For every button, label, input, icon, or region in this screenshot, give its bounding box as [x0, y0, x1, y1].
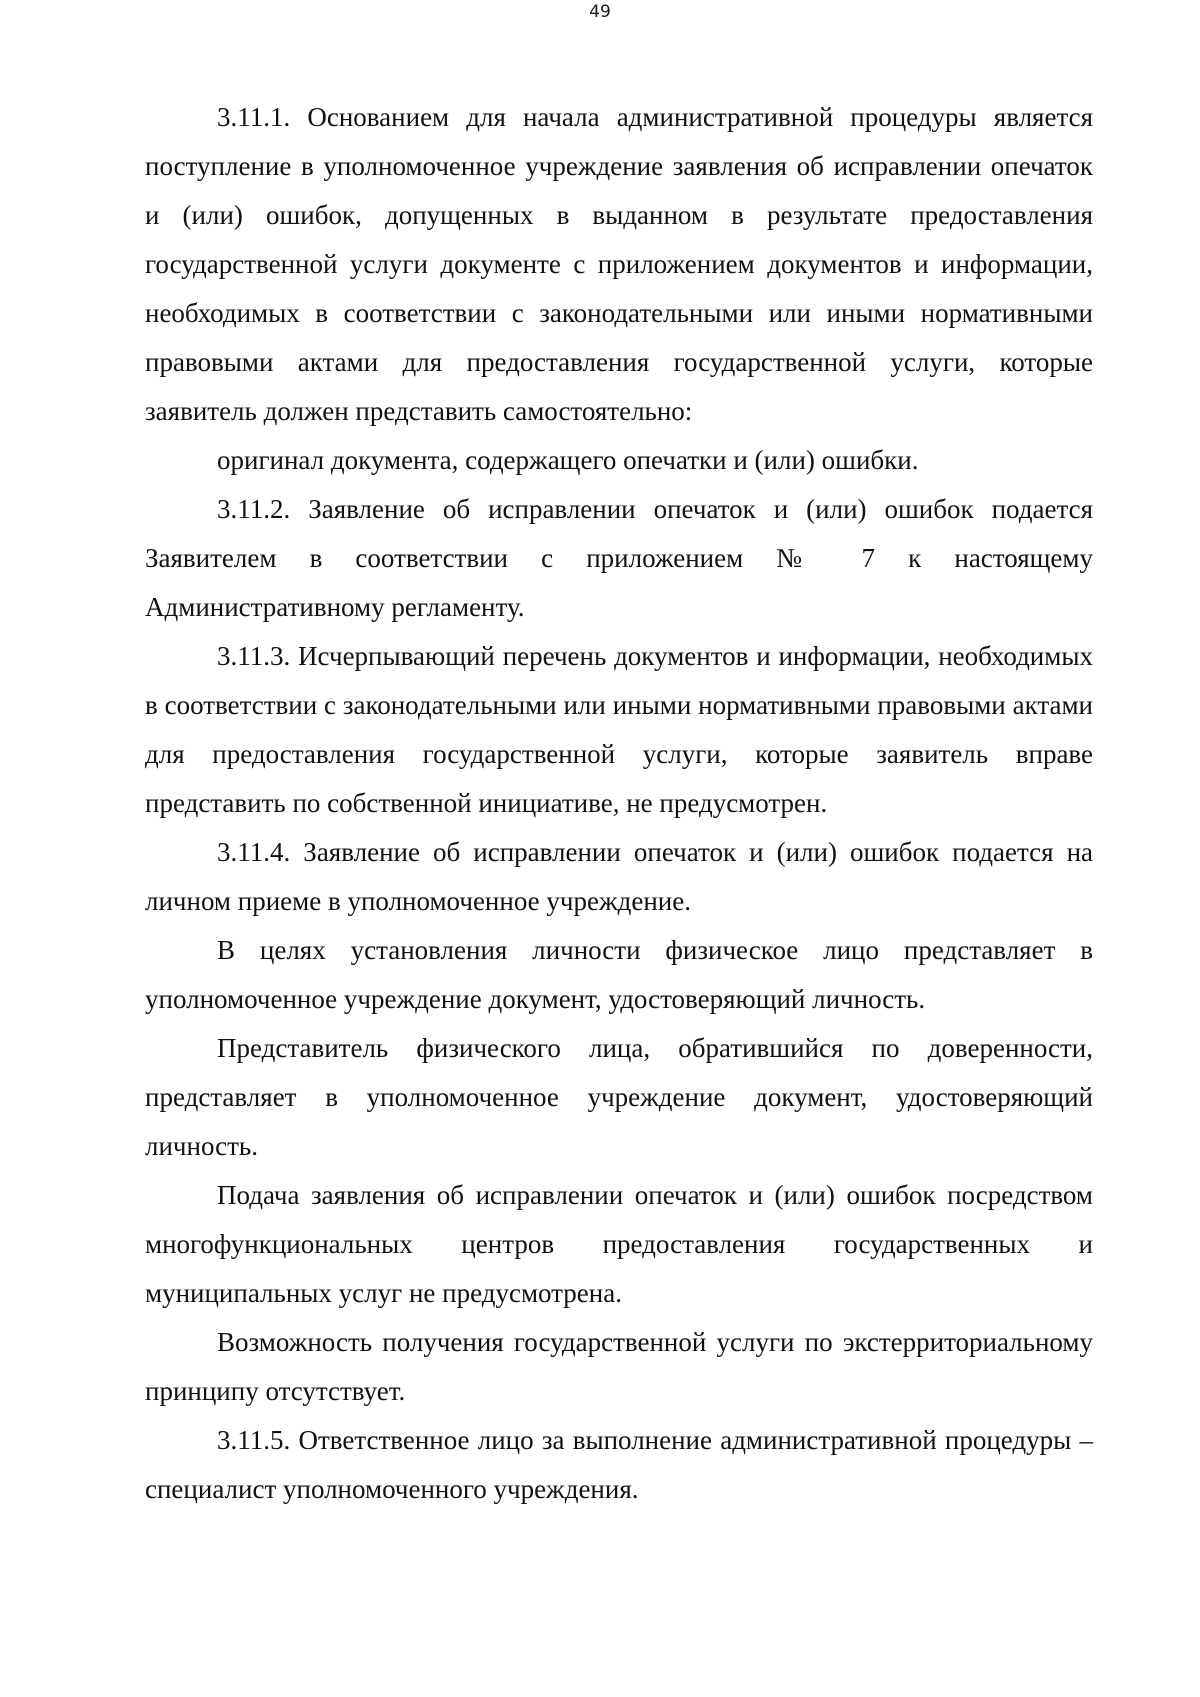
paragraph-3-11-3: 3.11.3. Исчерпывающий перечень документов и информации, необходимых в соответствии с законодательными или иными нормативными правовыми актами для предоставления государственной услуги, которые заявитель вправе представить по собственной инициативе, не предусмотрен. — [145, 641, 1093, 818]
paragraph-mfc-submission: Подача заявления об исправлении опечаток и (или) ошибок посредством многофункциональных центров предоставления государственных и муниципальных услуг не предусмотрена. — [145, 1180, 1093, 1308]
paragraph-original-document: оригинал документа, содержащего опечатки и (или) ошибки. — [217, 445, 919, 475]
paragraph-3-11-4: 3.11.4. Заявление об исправлении опечаток и (или) ошибок подается на личном приеме в уполномоченное учреждение. — [145, 837, 1093, 916]
paragraph-3-11-5: 3.11.5. Ответственное лицо за выполнение административной процедуры – специалист уполномоченного учреждения. — [145, 1425, 1093, 1504]
page-number: 49 — [589, 2, 611, 22]
paragraph-3-11-1: 3.11.1. Основанием для начала административной процедуры является поступление в уполномоченное учреждение заявления об исправлении опечаток и (или) ошибок, допущенных в выданном в результате предоставления государственной услуги документе с приложением документов и информации, необходимых в соответствии с законодательными или иными нормативными правовыми актами для предоставления государственной услуги, которые заявитель должен представить самостоятельно: — [145, 102, 1093, 426]
paragraph-representative: Представитель физического лица, обратившийся по доверенности, представляет в уполномоченное учреждение документ, удостоверяющий личность. — [145, 1033, 1093, 1161]
paragraph-identity-check: В целях установления личности физическое лицо представляет в уполномоченное учреждение документ, удостоверяющий личность. — [145, 935, 1093, 1014]
paragraph-3-11-2: 3.11.2. Заявление об исправлении опечаток и (или) ошибок подается Заявителем в соответствии с приложением № 7 к настоящему Административному регламенту. — [145, 494, 1093, 622]
paragraph-extraterritorial: Возможность получения государственной услуги по экстерриториальному принципу отсутствует. — [145, 1327, 1093, 1406]
document-body — [145, 93, 1093, 1514]
